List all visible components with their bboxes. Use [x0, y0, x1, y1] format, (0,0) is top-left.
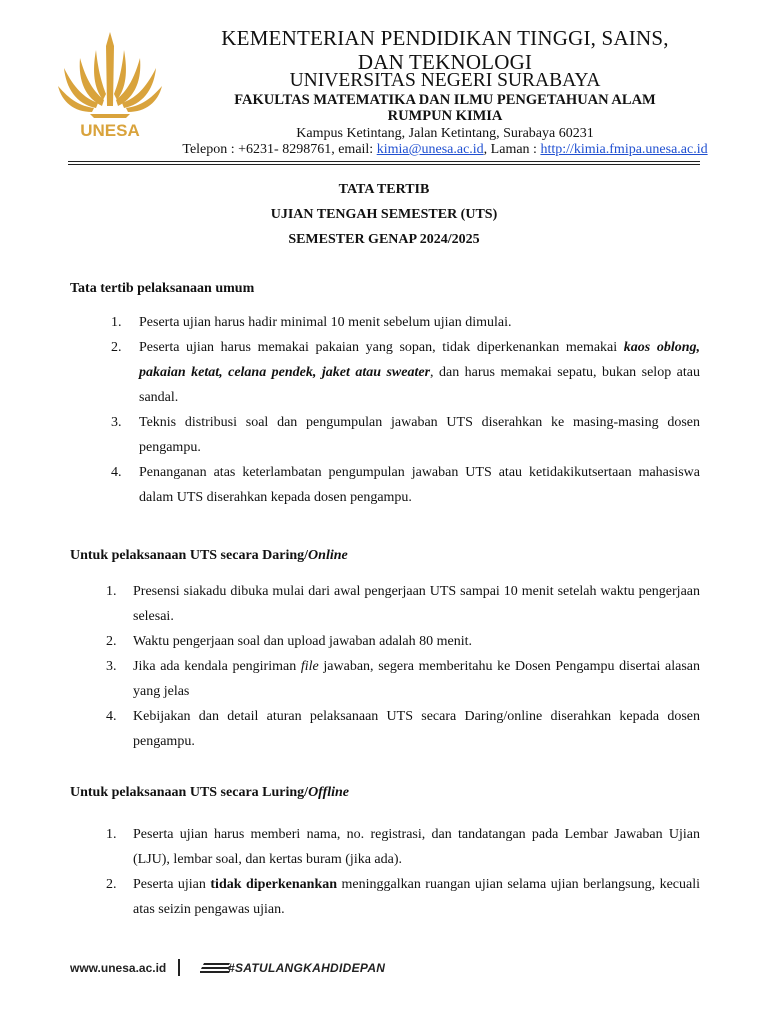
item-number: 2.: [111, 340, 122, 355]
footer-url[interactable]: www.unesa.ac.id: [70, 961, 167, 975]
ministry-name: [150, 26, 740, 74]
list-item: [106, 654, 700, 704]
item-number: 2.: [106, 634, 117, 649]
item-text: Peserta ujian: [133, 877, 211, 892]
list-item: [111, 460, 700, 510]
website-link[interactable]: http://kimia.fmipa.unesa.ac.id: [540, 142, 708, 157]
item-number: 1.: [111, 315, 122, 330]
item-text: Waktu pengerjaan soal dan upload jawaban adalah 80 menit.: [133, 634, 473, 649]
item-text: Jika ada kendala pengiriman: [133, 659, 301, 674]
list-item: [106, 872, 700, 922]
list-item: [111, 410, 700, 460]
item-text: meninggalkan ruangan ujian selama ujian berlangsung, kecuali atas seizin pengawas ujian.: [133, 877, 700, 917]
speed-stripes-icon: [200, 962, 230, 974]
contact-line: [150, 141, 740, 158]
item-number: 3.: [111, 415, 122, 430]
ministry-line-1: KEMENTERIAN PENDIDIKAN TINGGI, SAINS,: [221, 26, 669, 50]
header-rule-thin: [68, 164, 700, 165]
list-item: [106, 822, 700, 872]
logo-text: UNESA: [80, 121, 140, 140]
unesa-logo: [56, 28, 164, 140]
phone-text: Telepon : +6231- 8298761, email:: [182, 142, 377, 157]
item-number: 4.: [106, 709, 117, 724]
list-item: [111, 335, 700, 410]
item-number: 3.: [106, 659, 117, 674]
heading-italic: Offline: [308, 785, 350, 800]
offline-rules-list: [106, 822, 700, 922]
item-emphasis: tidak diperkenankan: [210, 877, 338, 892]
doc-subtitle: UJIAN TENGAH SEMESTER (UTS): [270, 207, 498, 222]
heading-italic: Online: [308, 548, 348, 563]
item-text: Peserta ujian harus memakai pakaian yang sopan, tidak diperkenankan memakai: [139, 340, 624, 355]
list-item: [106, 629, 700, 654]
item-number: 1.: [106, 584, 117, 599]
list-item: [106, 704, 700, 754]
footer-divider: [178, 959, 180, 976]
heading-text: Untuk pelaksanaan UTS secara Daring/: [70, 548, 309, 563]
item-text: Peserta ujian harus memberi nama, no. registrasi, dan tandatangan pada Lembar Jawaban Ujian (LJU), lembar soal, dan kertas buram (jika ada).: [133, 827, 700, 867]
item-text: Peserta ujian harus hadir minimal 10 menit sebelum ujian dimulai.: [139, 315, 512, 330]
list-item: [106, 579, 700, 629]
item-text: Teknis distribusi soal dan pengumpulan jawaban UTS diserahkan ke masing-masing dosen pengampu.: [139, 415, 700, 455]
section-offline-heading: [70, 785, 349, 801]
item-text: jawaban, segera memberitahu ke Dosen Pengampu disertai alasan yang jelas: [133, 659, 700, 699]
item-number: 2.: [106, 877, 117, 892]
item-text: Penanganan atas keterlambatan pengumpulan jawaban UTS atau ketidakikutsertaan mahasiswa dalam UTS diserahkan kepada dosen pengampu.: [139, 465, 700, 505]
section-online-heading: [70, 548, 348, 564]
section-general-heading: Tata tertib pelaksanaan umum: [70, 281, 255, 296]
general-rules-list: [111, 310, 700, 510]
item-emphasis: file: [300, 659, 319, 674]
department-name: RUMPUN KIMIA: [387, 108, 503, 124]
item-text: Presensi siakadu dibuka mulai dari awal pengerjaan UTS sampai 10 menit setelah waktu pengerjaan selesai.: [133, 584, 700, 624]
header-rule: [68, 161, 700, 162]
email-link[interactable]: kimia@unesa.ac.id: [376, 142, 484, 157]
ministry-line-2: DAN TEKNOLOGI: [357, 50, 533, 74]
address: Kampus Ketintang, Jalan Ketintang, Surabaya 60231: [296, 126, 594, 141]
item-text: Kebijakan dan detail aturan pelaksanaan UTS secara Daring/online diserahkan kepada dosen pengampu.: [133, 709, 700, 749]
university-name: UNIVERSITAS NEGERI SURABAYA: [289, 70, 601, 91]
item-emphasis: kaos oblong, pakaian ketat, celana pendek, jaket atau sweater: [139, 340, 700, 380]
item-number: 1.: [106, 827, 117, 842]
item-text: , dan harus memakai sepatu, bukan selop atau sandal.: [139, 365, 700, 405]
online-rules-list: [106, 579, 700, 754]
doc-title: TATA TERTIB: [338, 182, 430, 197]
footer-tagline: #SATULANGKAHDIDEPAN: [228, 961, 386, 975]
doc-semester: SEMESTER GENAP 2024/2025: [288, 232, 480, 247]
web-label: , Laman :: [483, 142, 541, 157]
item-number: 4.: [111, 465, 122, 480]
heading-text: Untuk pelaksanaan UTS secara Luring/: [70, 785, 309, 800]
list-item: [111, 310, 700, 335]
faculty-name: FAKULTAS MATEMATIKA DAN ILMU PENGETAHUAN ALAM: [234, 92, 656, 108]
